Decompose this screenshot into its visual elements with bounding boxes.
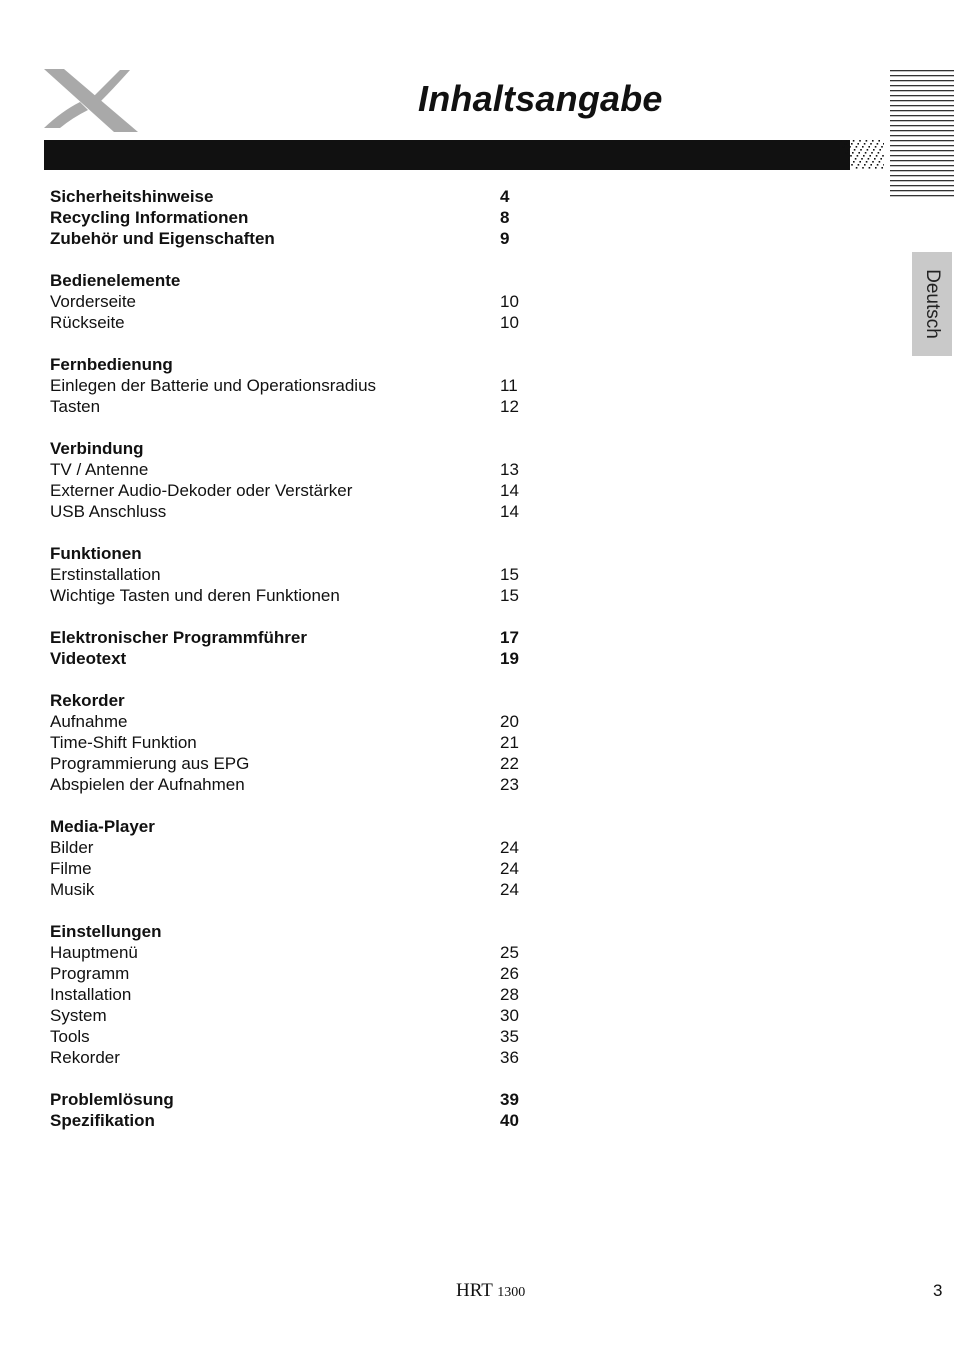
- toc-entry-page: 20: [500, 712, 519, 731]
- toc-entry-page: [500, 816, 530, 837]
- toc-entry-page: [500, 270, 530, 291]
- toc-entry: [50, 753, 530, 774]
- toc-entry-label: Problemlösung: [50, 1090, 174, 1109]
- toc-section: [50, 921, 530, 1068]
- toc-entry: [50, 564, 530, 585]
- stripe-decoration: [890, 70, 954, 198]
- toc-entry: [50, 690, 530, 711]
- page-title: Inhaltsangabe: [418, 78, 663, 119]
- toc-entry-label: Zubehör und Eigenschaften: [50, 229, 275, 248]
- toc-entry: [50, 648, 530, 669]
- toc-section: [50, 816, 530, 900]
- toc-entry-label: Vorderseite: [50, 292, 136, 311]
- toc-entry-label: Tasten: [50, 397, 101, 416]
- toc-section: [50, 354, 530, 417]
- toc-entry: [50, 837, 530, 858]
- toc-entry-label: Programm: [50, 964, 130, 983]
- toc-entry: [50, 942, 530, 963]
- toc-entry-label: Sicherheitshinweise: [50, 187, 214, 206]
- toc-entry-page: 9: [500, 229, 510, 248]
- toc-entry-label: Rekorder: [50, 691, 125, 710]
- toc-entry-label: Einstellungen: [50, 922, 162, 941]
- toc-entry: [50, 1026, 530, 1047]
- toc-entry: [50, 396, 530, 417]
- page-number: 3: [933, 1281, 943, 1300]
- toc-entry: [50, 921, 530, 942]
- toc-entry-label: Videotext: [50, 649, 127, 668]
- toc-entry-label: Rekorder: [50, 1048, 120, 1067]
- toc-entry: [50, 375, 530, 396]
- toc-entry-label: Elektronischer Programmführer: [50, 628, 307, 647]
- toc-entry-label: Bilder: [50, 838, 94, 857]
- toc-entry: [50, 732, 530, 753]
- toc-entry-label: USB Anschluss: [50, 502, 167, 521]
- toc-entry: [50, 1005, 530, 1026]
- toc-entry: [50, 984, 530, 1005]
- toc-entry: [50, 312, 530, 333]
- toc-entry-label: Funktionen: [50, 544, 142, 563]
- toc-entry-label: Media-Player: [50, 817, 155, 836]
- toc-entry-label: Recycling Informationen: [50, 208, 249, 227]
- toc-entry-page: 10: [500, 313, 519, 332]
- toc-entry: [50, 879, 530, 900]
- toc-entry-page: 24: [500, 880, 519, 899]
- toc-entry-page: 21: [500, 733, 519, 752]
- toc-entry-page: 12: [500, 397, 519, 416]
- toc-entry-label: Verbindung: [50, 439, 144, 458]
- language-tab-label: Deutsch: [922, 269, 943, 339]
- toc-entry: [50, 501, 530, 522]
- toc-entry-page: 30: [500, 1006, 519, 1025]
- toc-entry-page: 26: [500, 964, 519, 983]
- toc-section: [50, 543, 530, 606]
- toc-entry-page: 24: [500, 838, 519, 857]
- toc-entry-label: Time-Shift Funktion: [50, 733, 197, 752]
- toc-entry: [50, 207, 530, 228]
- toc-section: [50, 438, 530, 522]
- toc-entry-label: Hauptmenü: [50, 943, 138, 962]
- toc-entry-page: 10: [500, 292, 519, 311]
- toc-entry-label: Bedienelemente: [50, 271, 181, 290]
- toc-entry-page: 14: [500, 502, 519, 521]
- toc-entry-page: 8: [500, 208, 510, 227]
- toc-entry-page: [500, 921, 530, 942]
- toc-entry-page: 15: [500, 565, 519, 584]
- toc-entry: [50, 816, 530, 837]
- table-of-contents: [50, 186, 530, 1152]
- toc-entry-page: 22: [500, 754, 519, 773]
- toc-entry-page: 25: [500, 943, 519, 962]
- header-bar: [44, 140, 850, 170]
- toc-entry-label: Erstinstallation: [50, 565, 161, 584]
- toc-entry-page: 36: [500, 1048, 519, 1067]
- toc-entry-page: 15: [500, 586, 519, 605]
- toc-entry: [50, 1110, 530, 1131]
- toc-entry: [50, 858, 530, 879]
- toc-entry: [50, 480, 530, 501]
- language-tab: [912, 252, 952, 356]
- dot-pattern-decoration: [840, 140, 884, 170]
- toc-entry-page: 28: [500, 985, 519, 1004]
- toc-entry: [50, 711, 530, 732]
- model-number: 1300: [497, 1285, 526, 1300]
- toc-entry: [50, 438, 530, 459]
- toc-entry-label: Musik: [50, 880, 95, 899]
- toc-entry-page: 14: [500, 481, 519, 500]
- toc-section: [50, 270, 530, 333]
- toc-entry-label: Externer Audio-Dekoder oder Verstärker: [50, 481, 353, 500]
- toc-entry-label: Abspielen der Aufnahmen: [50, 775, 245, 794]
- toc-entry-label: Filme: [50, 859, 92, 878]
- toc-entry-page: 39: [500, 1090, 519, 1109]
- toc-entry-label: Installation: [50, 985, 132, 1004]
- toc-entry-page: 4: [500, 187, 510, 206]
- toc-entry-label: Wichtige Tasten und deren Funktionen: [50, 586, 340, 605]
- toc-entry: [50, 291, 530, 312]
- toc-entry: [50, 228, 530, 249]
- toc-section: [50, 690, 530, 795]
- toc-entry-page: 11: [500, 376, 518, 395]
- toc-entry: [50, 774, 530, 795]
- toc-entry: [50, 1047, 530, 1068]
- toc-entry-label: Fernbedienung: [50, 355, 173, 374]
- toc-entry-page: 19: [500, 649, 519, 668]
- toc-entry: [50, 585, 530, 606]
- toc-entry-page: 40: [500, 1111, 519, 1130]
- toc-entry-page: 13: [500, 460, 519, 479]
- toc-entry-page: [500, 543, 530, 564]
- x-brand-logo-icon: [42, 66, 142, 136]
- toc-entry: [50, 354, 530, 375]
- toc-entry-page: 35: [500, 1027, 519, 1046]
- toc-entry-label: Rückseite: [50, 313, 125, 332]
- toc-entry: [50, 459, 530, 480]
- toc-entry-page: [500, 354, 530, 375]
- model-brand: HRT: [456, 1280, 493, 1301]
- toc-section: [50, 1089, 530, 1131]
- toc-entry: [50, 1089, 530, 1110]
- toc-entry: [50, 627, 530, 648]
- toc-entry-page: 17: [500, 628, 519, 647]
- toc-entry-label: TV / Antenne: [50, 460, 149, 479]
- toc-entry: [50, 963, 530, 984]
- toc-section: [50, 186, 530, 249]
- toc-entry-label: System: [50, 1006, 107, 1025]
- toc-entry: [50, 543, 530, 564]
- toc-entry-page: 23: [500, 775, 519, 794]
- toc-entry-label: Aufnahme: [50, 712, 128, 731]
- toc-entry: [50, 270, 530, 291]
- toc-entry-label: Tools: [50, 1027, 90, 1046]
- toc-entry-label: Programmierung aus EPG: [50, 754, 250, 773]
- toc-entry-label: Spezifikation: [50, 1111, 155, 1130]
- toc-entry: [50, 186, 530, 207]
- model-name: [456, 1280, 525, 1302]
- toc-entry-page: [500, 438, 530, 459]
- toc-entry-label: Einlegen der Batterie und Operationsradius: [50, 376, 377, 395]
- toc-section: [50, 627, 530, 669]
- toc-entry-page: 24: [500, 859, 519, 878]
- toc-entry-page: [500, 690, 530, 711]
